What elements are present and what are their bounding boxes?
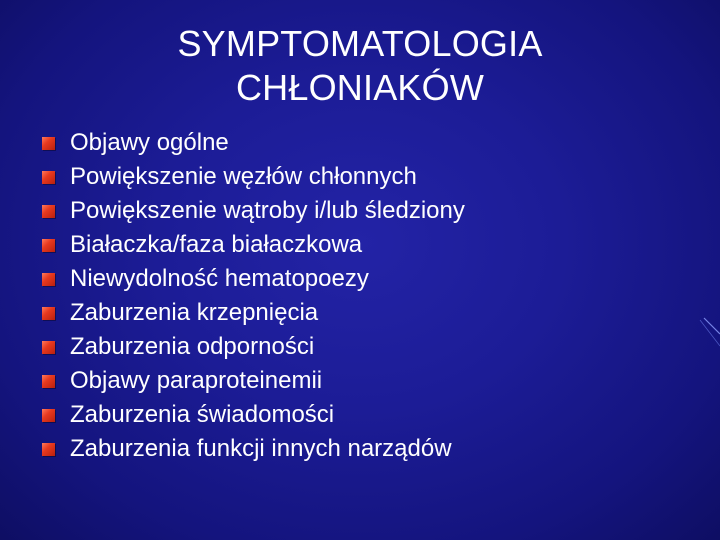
bullet-text: Białaczka/faza białaczkowa bbox=[70, 231, 363, 258]
square-bullet-icon bbox=[42, 409, 55, 422]
bullet-text: Zaburzenia funkcji innych narządów bbox=[70, 435, 452, 462]
square-bullet-icon bbox=[42, 375, 55, 388]
bullet-text: Zaburzenia krzepnięcia bbox=[70, 299, 319, 326]
bullet-list bbox=[42, 126, 465, 466]
bullet-text: Objawy paraproteinemii bbox=[70, 367, 323, 394]
bullet-text: Niewydolność hematopoezy bbox=[70, 265, 369, 292]
bullet-item bbox=[42, 296, 465, 330]
bullet-item bbox=[42, 398, 465, 432]
slide-title-line-1: SYMPTOMATOLOGIA bbox=[177, 23, 543, 64]
bullet-item bbox=[42, 194, 465, 228]
square-bullet-icon bbox=[42, 443, 55, 456]
bullet-text: Powiększenie wątroby i/lub śledziony bbox=[70, 197, 465, 224]
square-bullet-icon bbox=[42, 341, 55, 354]
square-bullet-icon bbox=[42, 171, 55, 184]
slide-title-line-2: CHŁONIAKÓW bbox=[235, 67, 485, 108]
bullet-item bbox=[42, 364, 465, 398]
bullet-text: Objawy ogólne bbox=[70, 129, 229, 156]
slide-title bbox=[60, 22, 660, 110]
bullet-item bbox=[42, 228, 465, 262]
bullet-text: Powiększenie węzłów chłonnych bbox=[70, 163, 417, 190]
bullet-item bbox=[42, 262, 465, 296]
bullet-item bbox=[42, 432, 465, 466]
square-bullet-icon bbox=[42, 239, 55, 252]
bullet-text: Zaburzenia świadomości bbox=[70, 401, 335, 428]
bullet-item bbox=[42, 330, 465, 364]
square-bullet-icon bbox=[42, 137, 55, 150]
square-bullet-icon bbox=[42, 205, 55, 218]
bullet-item bbox=[42, 126, 465, 160]
square-bullet-icon bbox=[42, 307, 55, 320]
square-bullet-icon bbox=[42, 273, 55, 286]
bullet-item bbox=[42, 160, 465, 194]
bullet-text: Zaburzenia odporności bbox=[70, 333, 315, 360]
